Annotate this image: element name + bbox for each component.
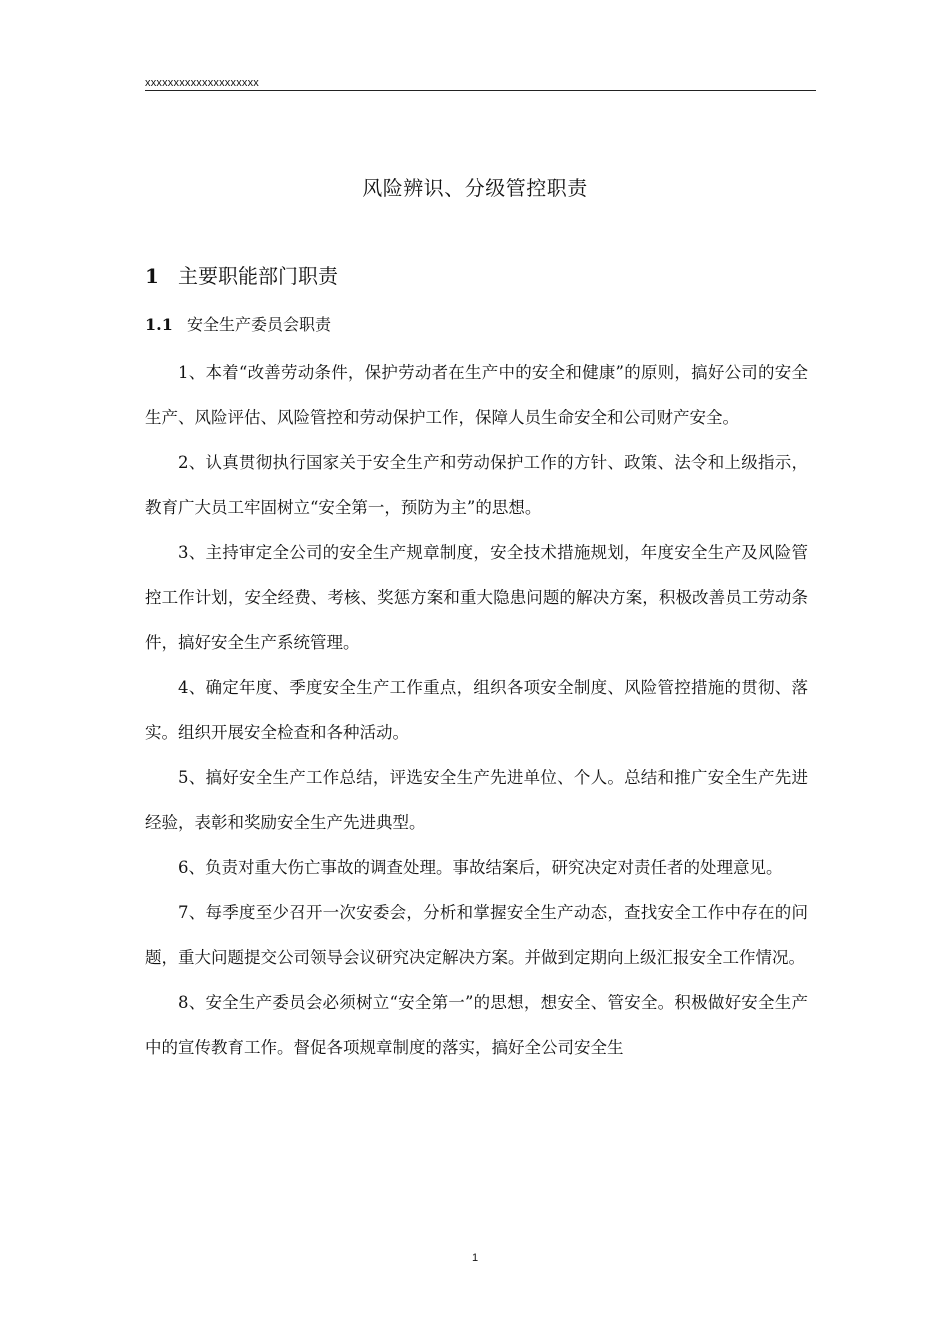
section-title: 主要职能部门职责 <box>178 264 338 288</box>
body-text <box>145 350 808 1070</box>
page-header <box>145 72 816 91</box>
subsection-number: 1.1 <box>145 315 173 334</box>
paragraph: 5、搞好安全生产工作总结，评选安全生产先进单位、个人。总结和推广安全生产先进经验，表彰和奖励安全生产先进典型。 <box>145 768 808 832</box>
subsection-heading <box>145 312 331 335</box>
paragraph: 7、每季度至少召开一次安委会，分析和掌握安全生产动态，查找安全工作中存在的问题，重大问题提交公司领导会议研究决定解决方案。并做到定期向上级汇报安全工作情况。 <box>145 903 808 967</box>
document-title: 风险辨识、分级管控职责 <box>362 176 588 200</box>
paragraph: 4、确定年度、季度安全生产工作重点，组织各项安全制度、风险管控措施的贯彻、落实。组织开展安全检查和各种活动。 <box>145 678 808 742</box>
section-heading <box>145 260 338 289</box>
paragraph: 2、认真贯彻执行国家关于安全生产和劳动保护工作的方针、政策、法令和上级指示，教育广大员工牢固树立“安全第一，预防为主”的思想。 <box>145 453 808 517</box>
paragraph: 3、主持审定全公司的安全生产规章制度，安全技术措施规划，年度安全生产及风险管控工作计划，安全经费、考核、奖惩方案和重大隐患问题的解决方案，积极改善员工劳动条件，搞好安全生产系统管理。 <box>145 543 808 652</box>
paragraph: 6、负责对重大伤亡事故的调查处理。事故结案后，研究决定对责任者的处理意见。 <box>178 858 783 877</box>
paragraph: 8、安全生产委员会必须树立“安全第一”的思想，想安全、管安全。积极做好安全生产中的宣传教育工作。督促各项规章制度的落实，搞好全公司安全生 <box>145 993 808 1057</box>
paragraph: 1、本着“改善劳动条件，保护劳动者在生产中的安全和健康”的原则，搞好公司的安全生产、风险评估、风险管控和劳动保护工作，保障人员生命安全和公司财产安全。 <box>145 363 808 427</box>
header-text: xxxxxxxxxxxxxxxxxxxx <box>145 77 259 89</box>
page-number: 1 <box>471 1252 479 1264</box>
subsection-title: 安全生产委员会职责 <box>187 315 332 334</box>
section-number: 1 <box>145 264 159 288</box>
